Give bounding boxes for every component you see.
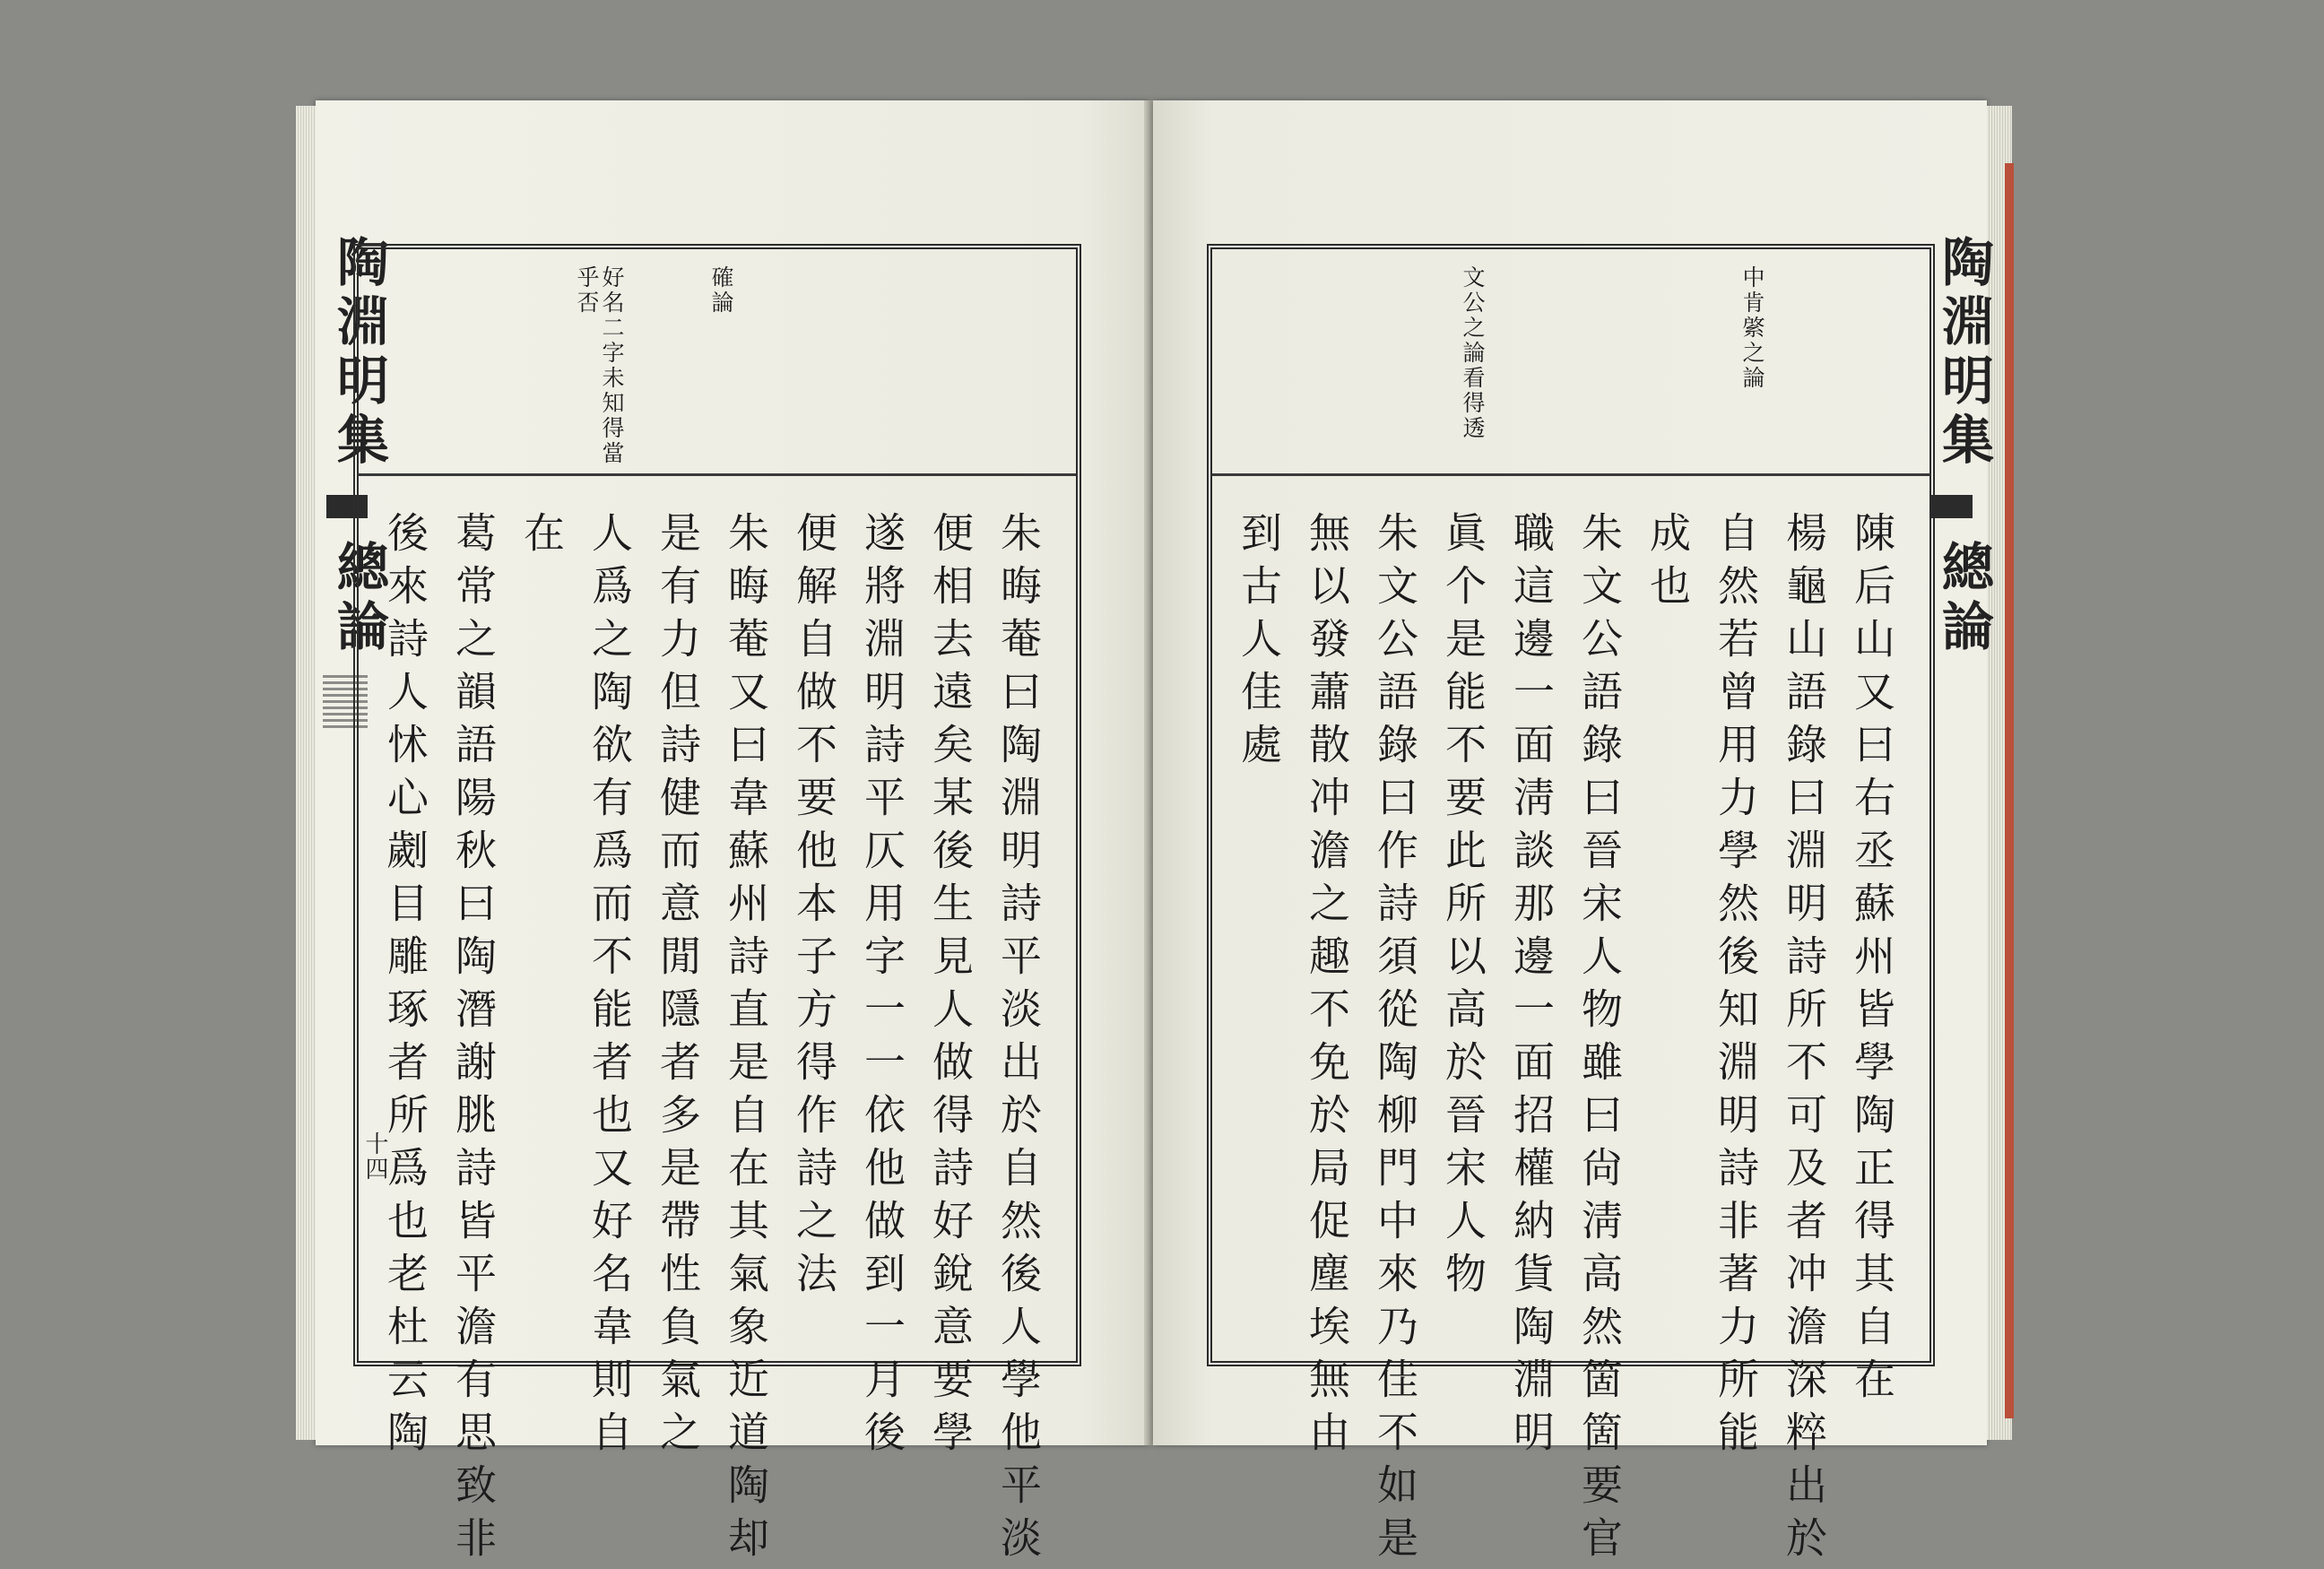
note-hufou: 乎否 <box>574 265 600 316</box>
red-page-edge <box>2005 163 2014 1418</box>
left-notes-band <box>359 249 1076 476</box>
open-book <box>316 100 2012 1569</box>
right-col-4: 成也 <box>1643 511 1692 617</box>
right-col-7: 眞个是能不要此所以高於晉宋人物 <box>1439 511 1487 1305</box>
left-col-7: 人爲之陶欲有爲而不能者也又好名韋則自 <box>585 511 634 1463</box>
right-banner-section: 總論 <box>1933 540 1994 658</box>
left-page-edges <box>296 106 316 1440</box>
right-col-6: 職這邊一面淸談那邊一面招權納貨陶淵明 <box>1507 511 1556 1463</box>
left-banner-section: 總論 <box>328 540 389 658</box>
left-col-1: 朱晦菴曰陶淵明詩平淡出於自然後人學他平淡 <box>994 511 1043 1569</box>
right-col-5: 朱文公語錄曰晉宋人物雖曰尙淸高然箇箇要官 <box>1575 511 1624 1569</box>
left-page-number: 十四 <box>361 1131 388 1182</box>
left-col-5: 朱晦菴又曰韋蘇州詩直是自在其氣象近道陶却 <box>722 511 770 1569</box>
right-col-2: 楊龜山語錄曰淵明詩所不可及者冲澹深粹出於 <box>1780 511 1828 1569</box>
note-zhongken: 中肯綮之論 <box>1739 265 1765 391</box>
right-page <box>1153 100 1994 1569</box>
right-banner-title: 陶淵明集 <box>1933 235 1994 472</box>
right-text-frame <box>1207 244 1935 1569</box>
left-col-6: 是有力但詩健而意閒隱者多是帶性負氣之 <box>654 511 702 1463</box>
left-banner-title: 陶淵明集 <box>328 235 389 472</box>
left-col-9: 葛常之韻語陽秋曰陶潛謝朓詩皆平澹有思致非 <box>449 511 498 1569</box>
left-col-8: 在 <box>517 511 566 564</box>
left-col-2: 便相去遠矣某後生見人做得詩好銳意要學 <box>926 511 975 1463</box>
note-wengong: 文公之論看得透 <box>1460 265 1486 441</box>
left-text-frame <box>353 244 1081 1569</box>
left-col-3: 遂將淵明詩平仄用字一一依他做到一月後 <box>858 511 906 1463</box>
right-notes-band <box>1212 249 1929 476</box>
right-col-10: 到古人佳處 <box>1235 511 1283 776</box>
right-col-8: 朱文公語錄曰作詩須從陶柳門中來乃佳不如是 <box>1371 511 1419 1569</box>
right-col-1: 陳后山又曰右丞蘇州皆學陶正得其自在 <box>1848 511 1896 1410</box>
note-queding: 確論 <box>708 265 734 316</box>
right-col-9: 無以發蕭散冲澹之趣不免於局促塵埃無由 <box>1303 511 1351 1463</box>
right-col-3: 自然若曾用力學然後知淵明詩非著力所能 <box>1712 511 1760 1463</box>
right-banner-mark <box>1931 495 1973 518</box>
note-haoming: 好名二字未知得當 <box>599 265 625 466</box>
left-col-4: 便解自做不要他本子方得作詩之法 <box>790 511 838 1305</box>
left-col-10: 後來詩人怵心劌目雕琢者所爲也老杜云陶 <box>381 511 429 1463</box>
left-page <box>316 100 1149 1569</box>
